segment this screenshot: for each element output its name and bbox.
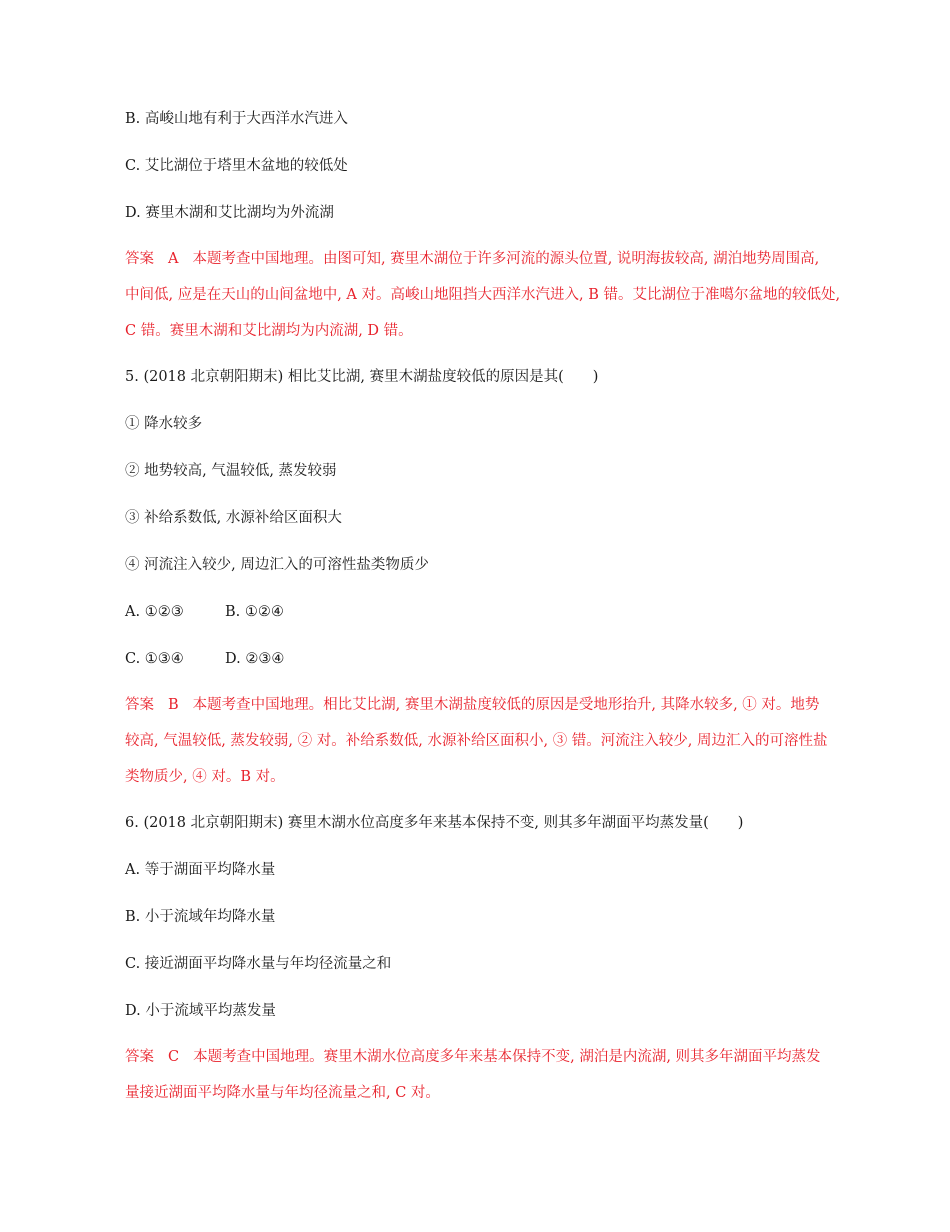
- answer-text: 本题考查中国地理。由图可知, 赛里木湖位于许多河流的源头位置, 说明海拔较高, 湖泊地势周围高,: [192, 251, 820, 267]
- q4-answer: [125, 241, 841, 349]
- q5-option-c: C. ①③④: [125, 651, 184, 667]
- q6-stem: 6. (2018 北京朝阳期末) 赛里木湖水位高度多年来基本保持不变, 则其多年湖面平均蒸发量( ): [125, 815, 744, 831]
- q6-answer: [125, 1039, 835, 1111]
- q4-option-b: B. 高峻山地有利于大西洋水汽进入: [125, 111, 348, 127]
- q5-statement-2: ② 地势较高, 气温较低, 蒸发较弱: [125, 463, 337, 479]
- q6-option-c: C. 接近湖面平均降水量与年均径流量之和: [125, 956, 392, 972]
- q6-option-b: B. 小于流域年均降水量: [125, 909, 276, 925]
- q5-option-d: D. ②③④: [225, 651, 285, 667]
- q6-answer-line-1: [125, 1039, 835, 1075]
- q5-answer: [125, 687, 835, 795]
- answer-text: 本题考查中国地理。相比艾比湖, 赛里木湖盐度较低的原因是受地形抬升, 其降水较多, ① 对。地势: [192, 697, 820, 713]
- q6-option-a: A. 等于湖面平均降水量: [125, 862, 276, 878]
- q5-option-b: B. ①②④: [225, 604, 284, 620]
- q4-option-d: D. 赛里木湖和艾比湖均为外流湖: [125, 205, 334, 221]
- q5-answer-line-3: 类物质少, ④ 对。B 对。: [125, 769, 285, 785]
- q6-option-d: D. 小于流域平均蒸发量: [125, 1003, 276, 1019]
- q5-answer-line-1: [125, 687, 835, 723]
- q6-answer-line-2: 量接近湖面平均降水量与年均径流量之和, C 对。: [125, 1085, 440, 1101]
- q5-option-a: A. ①②③: [125, 604, 184, 620]
- q4-answer-line-1: [125, 241, 835, 277]
- q4-answer-line-2: 中间低, 应是在天山的山间盆地中, A 对。高峻山地阻挡大西洋水汽进入, B 错。艾比湖位于准噶尔盆地的较低处,: [125, 287, 841, 303]
- answer-key: C: [168, 1049, 180, 1065]
- document-page: [125, 108, 841, 1128]
- q5-options-row-2: [125, 648, 835, 670]
- q5-statement-3: ③ 补给系数低, 水源补给区面积大: [125, 510, 342, 526]
- q5-statement-1: ① 降水较多: [125, 416, 203, 432]
- q5-options-row-1: [125, 601, 835, 623]
- answer-text: 本题考查中国地理。赛里木湖水位高度多年来基本保持不变, 湖泊是内流湖, 则其多年湖面平均蒸发: [193, 1049, 821, 1065]
- answer-label: 答案: [125, 697, 154, 713]
- q5-statement-4: ④ 河流注入较少, 周边汇入的可溶性盐类物质少: [125, 557, 429, 573]
- q4-answer-line-3: C 错。赛里木湖和艾比湖均为内流湖, D 错。: [125, 323, 413, 339]
- q5-answer-line-2: 较高, 气温较低, 蒸发较弱, ② 对。补给系数低, 水源补给区面积小, ③ 错。河流注入较少, 周边汇入的可溶性盐: [125, 733, 828, 749]
- answer-key: A: [168, 251, 179, 267]
- answer-label: 答案: [125, 1049, 154, 1065]
- answer-key: B: [168, 697, 179, 713]
- q4-option-c: C. 艾比湖位于塔里木盆地的较低处: [125, 158, 348, 174]
- answer-label: 答案: [125, 251, 154, 267]
- q5-stem: 5. (2018 北京朝阳期末) 相比艾比湖, 赛里木湖盐度较低的原因是其( ): [125, 369, 599, 385]
